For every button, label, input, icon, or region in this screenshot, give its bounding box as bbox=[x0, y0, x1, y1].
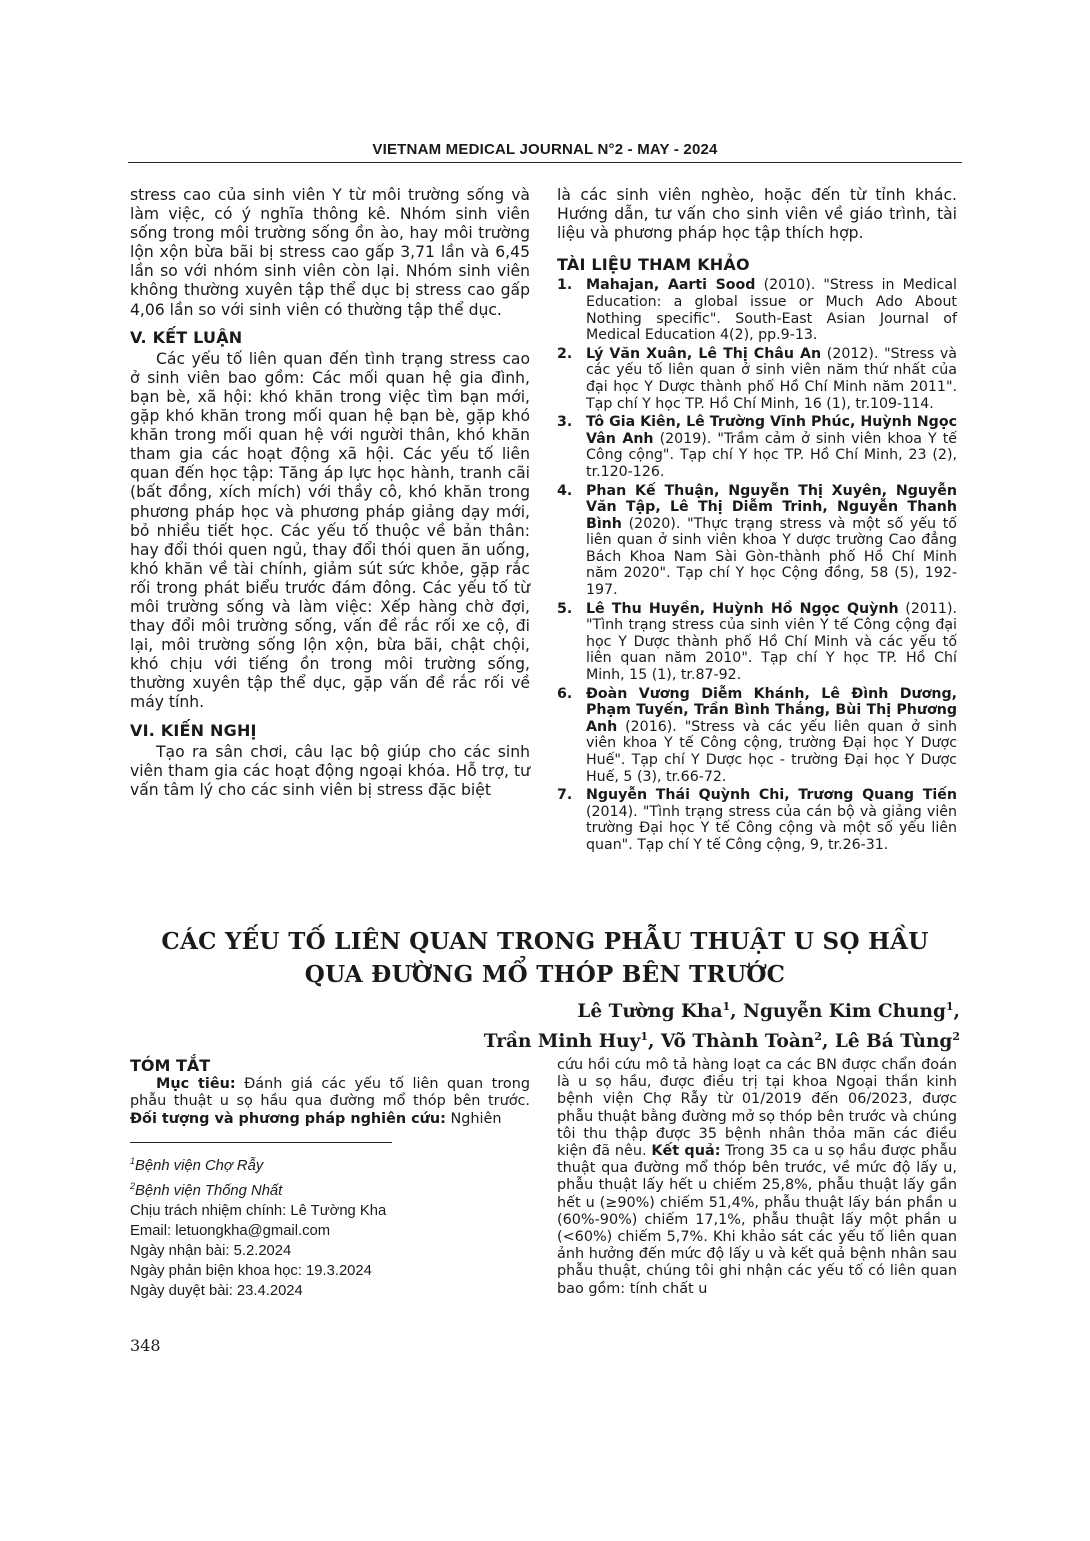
author-affiliation: 2 bbox=[952, 1030, 960, 1044]
affiliation-2: $^2$Bệnh viện Thống Nhất bbox=[130, 1180, 283, 1199]
page-number: 348 bbox=[130, 1336, 161, 1355]
author-affiliation: 2 bbox=[814, 1030, 822, 1044]
journal-header: VIETNAM MEDICAL JOURNAL N°2 - MAY - 2024 bbox=[372, 141, 718, 158]
reference-item: 6. Đoàn Vương Diễm Khánh, Lê Đình Dương, Phạm Tuyến, Trần Bình Thắng, Bùi Thị Phương Anh (2016). "Stress và các yếu liên quan ở sinh viên khoa Y tế Công cộng, trường Đại học Y Dược Huế". Tạp chí Y Dược học - trường Đại học Y Dược Huế, 5 (3), tr.66-72. bbox=[557, 685, 957, 785]
authors-line2: Trần Minh Huy$^1$, Võ Thành Toàn$^2$, Lê Bá Tùng$^2$ bbox=[483, 1030, 960, 1053]
reference-item: 3. Tô Gia Kiên, Lê Trường Vĩnh Phúc, Huỳnh Ngọc Vân Anh (2019). "Trầm cảm ở sinh viên khoa Y tế Công cộng". Tạp chí Y học TP. Hồ Chí Minh, 23 (2), tr.120-126. bbox=[557, 414, 958, 480]
article-authors bbox=[260, 994, 960, 1054]
section-recommend-heading: VI. KIẾN NGHỊ bbox=[130, 720, 257, 740]
left-column-bottom bbox=[130, 1057, 530, 1301]
header-rule bbox=[128, 162, 962, 163]
right-column-bottom bbox=[557, 1057, 957, 1298]
article-title-line1: CÁC YẾU TỐ LIÊN QUAN TRONG PHẪU THUẬT U SỌ HẦU bbox=[161, 928, 929, 955]
recommend-paragraph-cont: là các sinh viên nghèo, hoặc đến từ tỉnh khác. Hướng dẫn, tư vấn cho sinh viên về giáo trình, tài liệu và phương pháp học tập thích hợp. bbox=[557, 186, 957, 243]
left-column-top bbox=[130, 186, 530, 800]
reviewed-date: Ngày phản biện khoa học: 19.3.2024 bbox=[130, 1262, 372, 1279]
reference-item: 4. Phan Kế Thuận, Nguyễn Thị Xuyên, Nguyễn Văn Tập, Lê Thị Diễm Trinh, Nguyễn Thanh Bình (2020). "Thực trạng stress và một số yếu tố liên quan ở sinh viên khoa Y dược trường Cao đẳng Bách Khoa Nam Sài Gòn-thành phố Hồ Chí Minh năm 2020". Tạp chí Y học Cộng đồng, 58 (5), 192-197. bbox=[557, 482, 957, 599]
affiliation-1: $^1$Bệnh viện Chợ Rẫy bbox=[130, 1155, 264, 1174]
reference-item: 5. Lê Thu Huyền, Huỳnh Hồ Ngọc Quỳnh (2011). "Tình trạng stress của sinh viên Y tế Công cộng đại học Y Dược thành phố Hồ Chí Minh và các yếu tố liên quan năm 2010". Tạp chí Y học TP. Hồ Chí Minh, 15 (1), tr.87-92. bbox=[557, 600, 957, 684]
right-column-top bbox=[557, 186, 957, 856]
references-heading: TÀI LIỆU THAM KHẢO bbox=[557, 255, 750, 275]
author-affiliation: 1 bbox=[945, 1000, 954, 1013]
abstract-continued: cứu hồi cứu mô tả hàng loạt ca các BN được chẩn đoán là u sọ hầu, được điều trị tại khoa Ngoại thần kinh bệnh viện Chợ Rẫy từ 01/2019 đến 06/2023, được phẫu thuật bằng đường mở sọ thóp bên trước và chúng tôi thu thập được 35 bệnh nhân thỏa mãn các điều kiện đã nêu. Kết quả: Trong 35 ca u sọ hầu được phẫu thuật qua đường mổ thóp bên trước, về mức độ lấy u, phẫu thuật lấy hết u chiếm 25,8%, phẫu thuật lấy gần hết u (≥90%) chiếm 51,4%, phẫu thuật lấy bán phần u (60%-90%) chiếm 17,1%, phẫu thuật lấy một phần u (<60%) chiếm 5,7%. Khi khảo sát các yếu tố liên quan ảnh hưởng đến mức độ lấy u và kết quả bệnh nhân sau phẫu thuật, chúng tôi ghi nhận các yếu tố có liên quan bao gồm: tính chất u bbox=[557, 1057, 958, 1297]
article-title bbox=[130, 925, 960, 991]
article-title-line2: QUA ĐƯỜNG MỔ THÓP BÊN TRƯỚC bbox=[304, 961, 786, 988]
abstract-heading: TÓM TẮT bbox=[130, 1056, 211, 1075]
results-paragraph-end: stress cao của sinh viên Y từ môi trường sống và làm việc, có ý nghĩa thông kê. Nhóm sinh viên sống trong môi trường sống ồn ào, hay môi trường lộn xộn bừa bãi bị stress cao gấp 3,71 lần và 6,45 lần so với nhóm sinh viên còn lại. Nhóm sinh viên không thường xuyên tập thể dục bị stress cao gấp 4,06 lần so với sinh viên có thường tập thể dục. bbox=[130, 186, 530, 319]
author-affiliation: 1 bbox=[640, 1030, 649, 1044]
author-name: Trần Minh Huy bbox=[483, 1031, 641, 1053]
author-name: Võ Thành Toàn bbox=[660, 1031, 815, 1053]
conclusion-paragraph: Các yếu tố liên quan đến tình trạng stress cao ở sinh viên bao gồm: Các mối quan hệ gia đình, bạn bè, xã hội: khó khăn trong việc tìm bạn mới, gặp khó khăn trong mối quan hệ bạn bè, gặp khó khăn trong mối quan hệ với người thân, khó khăn tham gia các hoạt động xã hội. Các yếu tố liên quan đến học tập: Tăng áp lực học hành, tranh cãi (bất đồng, xích mích) với thầy cô, khó khăn trong phương pháp học và phương pháp giảng dạy mới, bỏ nhiều tiết học. Các yếu tố thuộc về bản thân: hay đổi thói quen ngủ, thay đổi thói quen ăn uống, khó khăn về tài chính, giảm sút sức khỏe, gặp rắc rối trong phát biểu trước đám đông. Các yếu tố từ môi trường sống và làm việc: Xếp hàng chờ đợi, thay đổi môi trường sống, vấn đề rắc rối xe cộ, đi lại, môi trường sống lộn xộn, bừa bãi, chật chội, khó chịu với tiếng ồn trong môi trường sống, thường xuyên tập thể dục, gặp vấn đề rắc rối về máy tính. bbox=[130, 349, 530, 712]
author-name: Lê Bá Tùng bbox=[834, 1031, 953, 1053]
reference-item: 1. Mahajan, Aarti Sood (2010). "Stress in Medical Education: a global issue or Much Ado About Nothing specific". South-East Asian Journal of Medical Education 4(2), pp.9-13. bbox=[557, 277, 957, 344]
authors-line1: Lê Tường Kha$^1$, Nguyễn Kim Chung$^1$, bbox=[577, 1000, 960, 1023]
approved-date: Ngày duyệt bài: 23.4.2024 bbox=[130, 1282, 303, 1299]
received-date: Ngày nhận bài: 5.2.2024 bbox=[130, 1242, 292, 1259]
responsible-author: Chịu trách nhiệm chính: Lê Tường Kha bbox=[130, 1202, 387, 1219]
reference-item: 2. Lý Văn Xuân, Lê Thị Châu An (2012). "Stress và các yếu tố liên quan ở sinh viên năm thứ nhất của đại học Y Dược thành phố Hồ Chí Minh năm 2011". Tạp chí Y học TP. Hồ Chí Minh, 16 (1), tr.109-114. bbox=[557, 345, 957, 412]
section-conclusion-heading: V. KẾT LUẬN bbox=[130, 327, 243, 347]
reference-item: 7. Nguyễn Thái Quỳnh Chi, Trương Quang Tiến (2014). "Tình trạng stress của cán bộ và giảng viên trường Đại học Y tế Công cộng và một số yếu liên quan". Tạp chí Y tế Công cộng, 9, tr.26-31. bbox=[557, 787, 957, 853]
abstract-start: Mục tiêu: Đánh giá các yếu tố liên quan trong phẫu thuật u sọ hầu qua đường mổ thóp bên trước. Đối tượng và phương pháp nghiên cứu: Nghiên bbox=[130, 1076, 530, 1127]
footnote-rule bbox=[130, 1142, 392, 1143]
recommend-paragraph: Tạo ra sân chơi, câu lạc bộ giúp cho các sinh viên tham gia các hoạt động ngoại khóa. Hỗ trợ, tư vấn tâm lý cho các sinh viên bị stress đặc biệt bbox=[130, 742, 530, 799]
author-name: Lê Tường Kha bbox=[577, 1001, 723, 1023]
author-affiliation: 1 bbox=[722, 1000, 731, 1013]
references-list bbox=[557, 277, 957, 853]
contact-email: Email: letuongkha@gmail.com bbox=[130, 1222, 331, 1239]
author-name: Nguyễn Kim Chung bbox=[743, 1001, 946, 1023]
footnotes bbox=[130, 1151, 530, 1301]
